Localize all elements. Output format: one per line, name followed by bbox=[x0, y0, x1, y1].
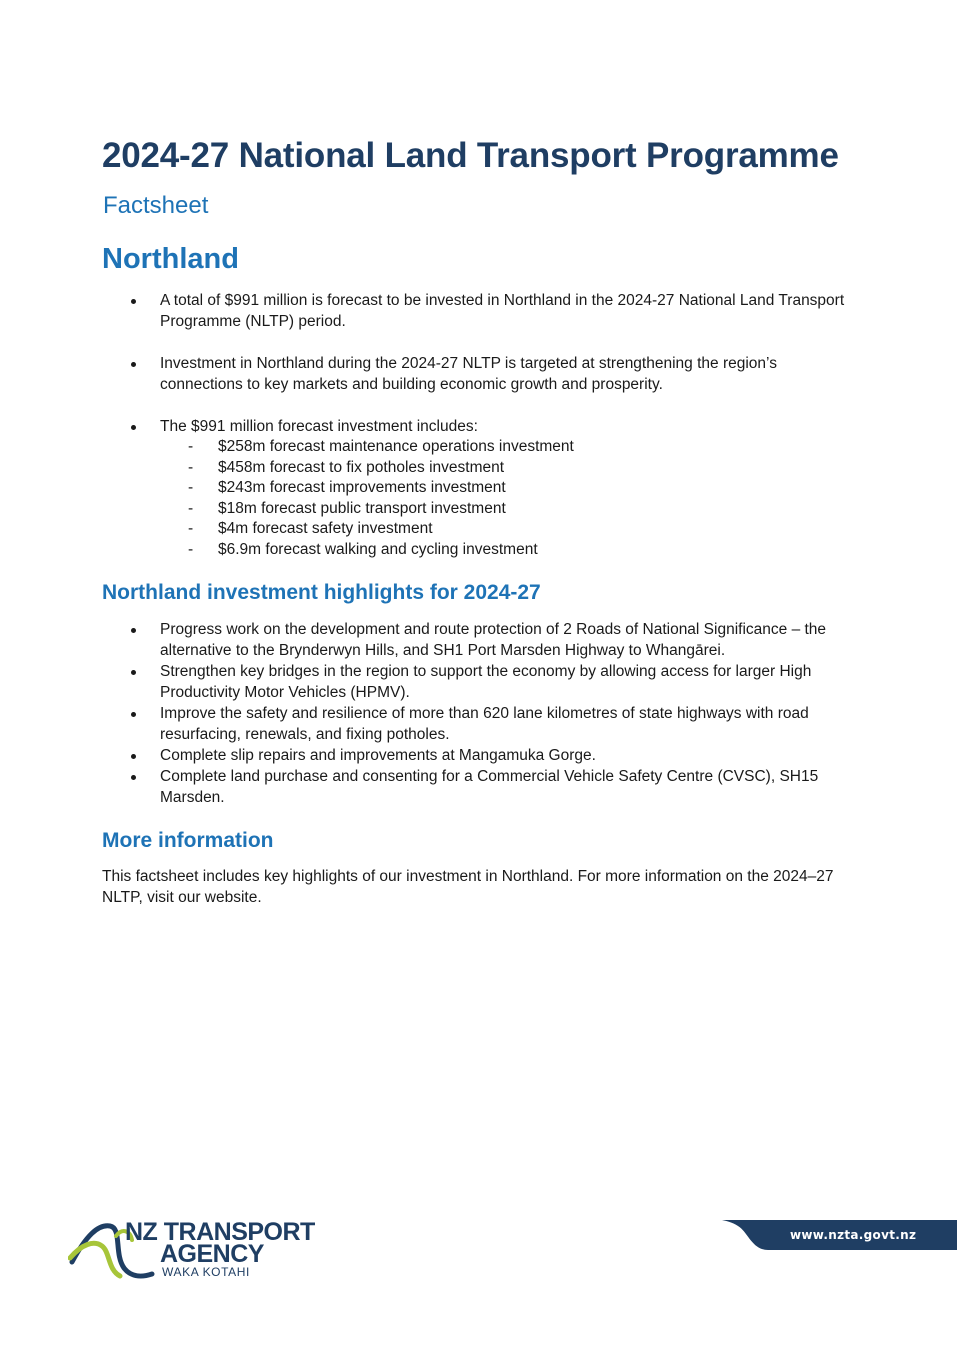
highlights-heading: Northland investment highlights for 2024-27 bbox=[102, 581, 541, 604]
more-info-heading: More information bbox=[102, 829, 274, 852]
page-subtitle: Factsheet bbox=[103, 192, 209, 219]
breakdown-item-text: $458m forecast to fix potholes investment bbox=[218, 458, 505, 476]
list-item: - $4m forecast safety investment bbox=[188, 520, 433, 537]
bullet-dot bbox=[131, 754, 136, 759]
logo-line-2: AGENCY bbox=[160, 1240, 264, 1268]
bullet-text: Progress work on the development and route protection of 2 Roads of National Significance – the alternative to the Brynderwyn Hills, and SH1 Port Marsden Highway to Whangārei. bbox=[160, 621, 827, 659]
breakdown-item-text: $243m forecast improvements investment bbox=[218, 479, 506, 496]
bullet-dot bbox=[131, 425, 136, 430]
list-item: - $458m forecast to fix potholes investment bbox=[188, 458, 505, 476]
highlights-list bbox=[0, 619, 967, 808]
logo-line-1: NZ TRANSPORT bbox=[125, 1218, 315, 1246]
breakdown-item-text: $4m forecast safety investment bbox=[218, 520, 433, 537]
bullet-dot bbox=[131, 628, 136, 633]
overview-list bbox=[0, 290, 967, 560]
breakdown-item-text: $18m forecast public transport investment bbox=[218, 499, 506, 517]
website-url: www.nzta.govt.nz bbox=[790, 1228, 917, 1242]
list-item bbox=[0, 766, 860, 808]
bullet-text: Complete slip repairs and improvements at Mangamuka Gorge. bbox=[160, 747, 596, 764]
list-item bbox=[0, 290, 860, 332]
list-item: - $6.9m forecast walking and cycling investment bbox=[188, 540, 538, 558]
bullet-text: Strengthen key bridges in the region to support the economy by allowing access for larger High Productivity Motor Vehicles (HPMV). bbox=[160, 663, 812, 701]
bullet-text: Improve the safety and resilience of more than 620 lane kilometres of state highways with road resurfacing, renewals, and fixing potholes. bbox=[160, 705, 809, 743]
region-heading: Northland bbox=[102, 243, 239, 275]
breakdown-item-text: $258m forecast maintenance operations investment bbox=[218, 438, 574, 455]
list-item bbox=[0, 745, 860, 766]
bullet-dot bbox=[131, 670, 136, 675]
bullet-text: Investment in Northland during the 2024-27 NLTP is targeted at strengthening the region’s connections to key markets and building economic growth and prosperity. bbox=[160, 355, 777, 393]
page-title: 2024-27 National Land Transport Programme bbox=[102, 136, 839, 175]
list-item bbox=[0, 353, 860, 395]
more-info-text: This factsheet includes key highlights of our investment in Northland. For more information on the 2024–27 NLTP, visit our website. bbox=[102, 868, 834, 906]
bullet-dot bbox=[131, 775, 136, 780]
bullet-text: The $991 million forecast investment includes: bbox=[160, 418, 478, 435]
bullet-dot bbox=[131, 362, 136, 367]
logo-line-3: WAKA KOTAHI bbox=[162, 1265, 250, 1279]
list-item bbox=[0, 661, 860, 703]
bullet-text: A total of $991 million is forecast to be invested in Northland in the 2024-27 National Land Transport Programme (NLTP) period. bbox=[160, 292, 845, 330]
bullet-dot bbox=[131, 712, 136, 717]
list-item bbox=[0, 416, 860, 560]
nz-transport-agency-logo bbox=[68, 1218, 338, 1282]
list-item: - $258m forecast maintenance operations investment bbox=[188, 438, 574, 455]
list-item bbox=[0, 703, 860, 745]
breakdown-item-text: $6.9m forecast walking and cycling investment bbox=[218, 540, 538, 558]
investment-breakdown-list bbox=[160, 437, 860, 560]
list-item: - $243m forecast improvements investment bbox=[188, 479, 506, 496]
bullet-dot bbox=[131, 299, 136, 304]
list-item bbox=[0, 619, 860, 661]
website-banner bbox=[722, 1220, 957, 1252]
list-item: - $18m forecast public transport investment bbox=[188, 499, 506, 517]
bullet-text: Complete land purchase and consenting for a Commercial Vehicle Safety Centre (CVSC), SH15 Marsden. bbox=[160, 768, 819, 806]
